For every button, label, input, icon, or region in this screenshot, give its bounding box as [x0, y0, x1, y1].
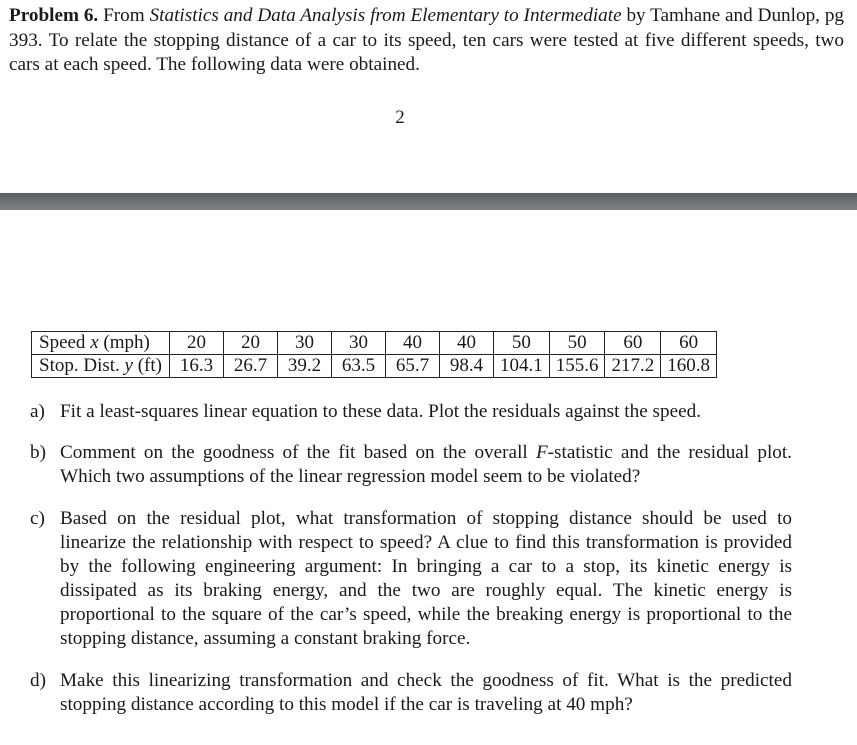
distance-cell: 26.7 — [223, 355, 277, 378]
question-text: Make this linearizing transformation and check the goodness of fit. What is the predicted stopping distance according to this model if the car is traveling at 40 mph? — [60, 670, 792, 715]
page-divider — [0, 193, 857, 210]
problem-intro-after: by Tamhane and Dunlop, pg 393. To relate the stopping distance of a car to its speed, ten cars were tested at five different speeds, two cars at each speed. The following data were obtained. — [9, 5, 845, 75]
question-d — [30, 669, 792, 717]
distance-cell: 65.7 — [385, 355, 439, 378]
question-label: b) — [30, 442, 46, 463]
speed-row — [32, 332, 717, 355]
speed-row-header: Speed x (mph) — [32, 332, 170, 355]
speed-cell: 50 — [549, 332, 605, 355]
page-number: 2 — [395, 107, 405, 128]
question-text: Based on the residual plot, what transformation of stopping distance should be used to linearize the relationship with respect to speed? A clue to find this transformation is provided by the following engineering argument: In bringing a car to a stop, its kinetic energy is dissipated as its braking energy, and the two are roughly equal. The kinetic energy is proportional to the square of the car’s speed, while the breaking energy is proportional to the stopping distance, assuming a constant braking force. — [60, 508, 792, 649]
distance-cell: 16.3 — [169, 355, 223, 378]
f-statistic-variable: F — [535, 442, 548, 463]
question-b — [30, 441, 792, 489]
distance-row-header: Stop. Dist. y (ft) — [32, 355, 170, 378]
question-label: d) — [30, 670, 46, 691]
question-text-before: Comment on the goodness of the fit based on the overall — [60, 442, 536, 463]
problem-label: Problem 6. — [9, 5, 99, 26]
distance-row — [32, 355, 717, 378]
distance-cell: 39.2 — [277, 355, 331, 378]
speed-cell: 60 — [661, 332, 717, 355]
question-a — [30, 400, 792, 424]
speed-cell: 50 — [493, 332, 549, 355]
data-table — [31, 331, 717, 378]
problem-intro-before: From — [103, 5, 145, 26]
question-label: a) — [30, 401, 45, 422]
problem-statement — [9, 4, 844, 78]
book-title: Statistics and Data Analysis from Elementary to Intermediate — [149, 5, 622, 26]
speed-cell: 60 — [605, 332, 661, 355]
distance-cell: 104.1 — [493, 355, 549, 378]
distance-cell: 217.2 — [605, 355, 661, 378]
question-list — [30, 400, 792, 717]
speed-cell: 20 — [223, 332, 277, 355]
distance-cell: 160.8 — [661, 355, 717, 378]
speed-cell: 30 — [331, 332, 385, 355]
question-text-after: -statistic and the residual plot. Which two assumptions of the linear regression model seem to be violated? — [60, 442, 792, 487]
distance-cell: 98.4 — [439, 355, 493, 378]
speed-cell: 30 — [277, 332, 331, 355]
question-label: c) — [30, 508, 45, 529]
speed-variable: x — [90, 332, 99, 353]
distance-variable: y — [124, 355, 133, 376]
distance-cell: 155.6 — [549, 355, 605, 378]
speed-cell: 40 — [385, 332, 439, 355]
speed-cell: 20 — [169, 332, 223, 355]
question-c — [30, 507, 792, 651]
speed-cell: 40 — [439, 332, 493, 355]
distance-cell: 63.5 — [331, 355, 385, 378]
question-text: Fit a least-squares linear equation to these data. Plot the residuals against the speed. — [60, 401, 702, 422]
